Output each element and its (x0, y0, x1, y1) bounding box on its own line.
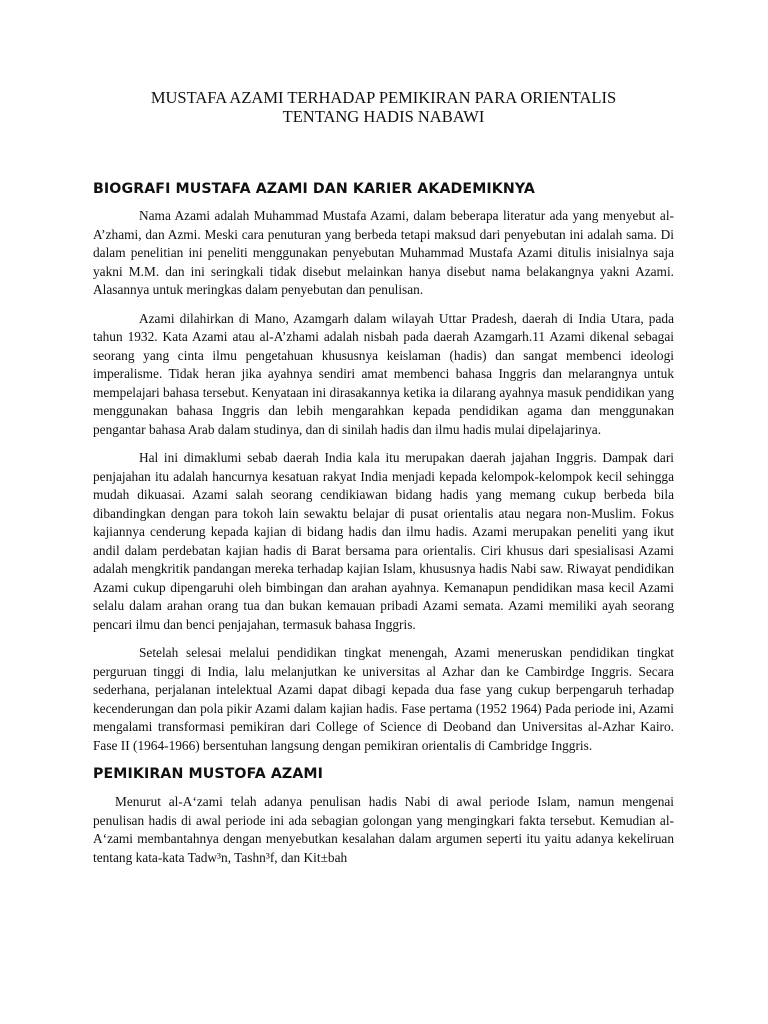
title-line-2: TENTANG HADIS NABAWI (282, 107, 485, 126)
section-heading-biography: BIOGRAFI MUSTAFA AZAMI DAN KARIER AKADEMIKNYA (93, 181, 535, 197)
paragraph: Nama Azami adalah Muhammad Mustafa Azami, dalam beberapa literatur ada yang menyebut al-A’zhami, dan Azmi. Meski cara penuturan yang berbeda tetapi maksud dari penyebutan ini adalah sama. Di dalam penelitian ini peneliti menggunakan penyebutan Muhammad Mustafa Azami ditulis inisialnya saja yakni M.M. dan ini seringkali tidak disebut melainkan hanya disebut nama belakangnya yakni Azami. Alasannya untuk meringkas dalam penyebutan dan penulisan. (93, 208, 674, 297)
paragraph: Azami dilahirkan di Mano, Azamgarh dalam wilayah Uttar Pradesh, daerah di India Utara, pada tahun 1932. Kata Azami atau al-A’zhami adalah nisbah pada daerah Azamgarh.11 Azami dikenal sebagai seorang yang cinta ilmu pengetahuan khususnya keislaman (hadis) dan sangat membenci ideologi imperalisme. Tidak heran jika ayahnya sendiri amat membenci bahasa Inggris dan melarangnya untuk mempelajari bahasa tersebut. Kenyataan ini dirasakannya ketika ia dilarang ayahnya masuk pendidikan yang menggunakan bahasa Inggris dan lebih mengarahkan kepada pendidikan agama dan menggunakan pengantar bahasa Arab dalam studinya, dan di sinilah hadis dan ilmu hadis mulai dipelajarinya. (93, 310, 674, 437)
document-title (93, 88, 674, 126)
title-line-1: MUSTAFA AZAMI TERHADAP PEMIKIRAN PARA ORIENTALIS (150, 88, 617, 107)
paragraph: Setelah selesai melalui pendidikan tingkat menengah, Azami meneruskan pendidikan tingkat perguruan tinggi di India, lalu melanjutkan ke universitas al Azhar dan ke Cambirdge Inggris. Secara sederhana, perjalanan intelektual Azami dapat dibagi kepada dua fase yang cukup berpengaruh terhadap kecenderungan dan pola pikir Azami dalam kajian hadis. Fase pertama (1952 1964) Pada periode ini, Azami mengalami transformasi pemikiran dari College of Science di Deoband dan Universitas al-Azhar Kairo. Fase II (1964-1966) bersentuhan langsung dengan pemikiran orientalis di Cambridge Inggris. (93, 645, 674, 753)
section-heading-thought: PEMIKIRAN MUSTOFA AZAMI (93, 766, 323, 782)
paragraph: Hal ini dimaklumi sebab daerah India kala itu merupakan daerah jajahan Inggris. Dampak dari penjajahan itu adalah hancurnya kesatuan rakyat India menjadi kepada kelompok-kelompok kecil sehingga mudah dikuasai. Azami salah seorang cendikiawan bidang hadis yang memang cukup berbeda bila dibandingkan dengan para tokoh lain sewaktu belajar di pusat orientalis atau negara non-Muslim. Fokus kajiannya cenderung kepada kajian di bidang hadis dan ilmu hadis. Azami merupakan peneliti yang ikut andil dalam perdebatan kajian hadis di Barat bersama para orientalis. Ciri khusus dari spesialisasi Azami adalah mengkritik pandangan mereka terhadap kajian Islam, khususnya hadis Nabi saw. Riwayat pendidikan Azami cukup dipengaruhi oleh bimbingan dan arahan ayahnya. Kemanapun pendidikan masa kecil Azami selalu dalam arahan orang tua dan bukan kemauan pribadi Azami semata. Azami memiliki ayah seorang pencari ilmu dan benci penjajahan, termasuk bahasa Inggris. (93, 450, 674, 632)
paragraph: Menurut al-A‘zami telah adanya penulisan hadis Nabi di awal periode Islam, namun mengenai penulisan hadis di awal periode ini ada sebagian golongan yang mengingkari fakta tersebut. Kemudian al-A‘zami membantahnya dengan menyebutkan kesalahan dalam argumen seperti itu yaitu adanya kekeliruan tentang kata-kata Tadw³n, Tashn³f, dan Kit±bah (93, 794, 674, 865)
